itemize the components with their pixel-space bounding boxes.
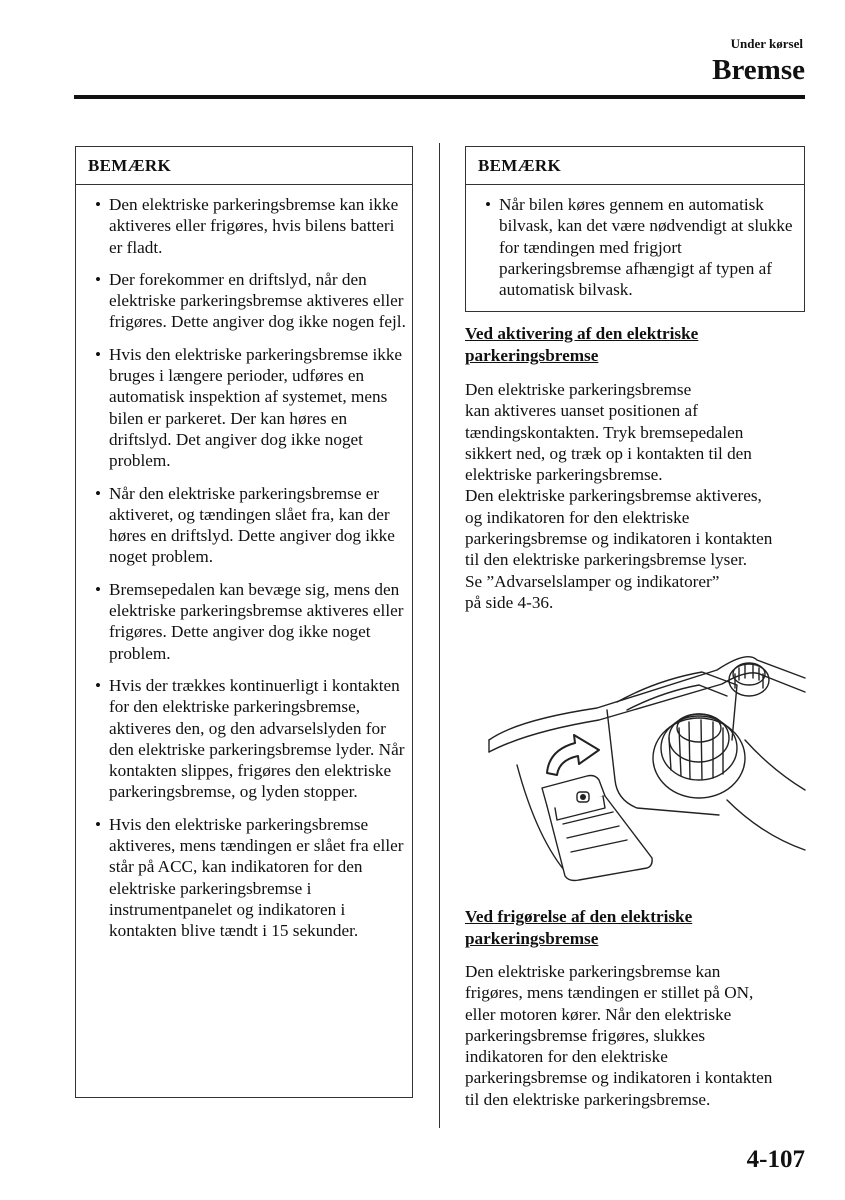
bullet-icon: • <box>95 579 102 599</box>
list-item-text: Hvis den elektriske parkeringsbremse ikke bruges i længere perioder, udføres en automatisk inspektion af systemet, mens bilen er parkeret. Der kan høres en driftslyd. Det angiver dog ikke noget problem. <box>109 344 403 471</box>
list-item <box>86 269 407 333</box>
release-paragraph <box>465 961 810 1110</box>
heading-line: Ved aktivering af den elektriske <box>465 324 699 343</box>
text-line: Den elektriske parkeringsbremse kan <box>465 962 721 981</box>
list-item-text: Når den elektriske parkeringsbremse er aktiveret, og tændingen slået fra, kan der høres en driftslyd. Dette angiver dog ikke noget problem. <box>109 483 395 567</box>
list-item <box>86 675 407 803</box>
heading-line: parkeringsbremse <box>465 929 599 948</box>
activate-heading <box>465 323 698 367</box>
text-line: parkeringsbremse frigøres, slukkes <box>465 1025 706 1045</box>
list-item-text: Hvis der trækkes kontinuerligt i kontakten for den elektriske parkeringsbremse, aktiveres den, og den advarselslyden for den elektriske parkeringsbremse lyder. Når kontakten slippes, frigøres den elektriske parkeringsbremse, og lyden stopper. <box>109 675 405 802</box>
list-item-text: Den elektriske parkeringsbremse kan ikke aktiveres eller frigøres, hvis bilens batteri er fladt. <box>109 195 399 257</box>
text-line: Den elektriske parkeringsbremse aktiveres, <box>465 486 762 506</box>
list-item <box>476 194 799 300</box>
heading-line: parkeringsbremse <box>465 346 599 365</box>
right-note-box <box>465 146 805 312</box>
text-line: parkeringsbremse og indikatoren i kontakten <box>465 529 773 549</box>
bullet-icon: • <box>95 675 102 695</box>
text-line: indikatoren for den elektriske <box>465 1047 668 1067</box>
bullet-icon: • <box>95 269 102 289</box>
left-note-box <box>75 146 413 1098</box>
text-line: eller motoren kører. Når den elektriske <box>465 1004 732 1024</box>
text-line: og indikatoren for den elektriske <box>465 507 690 527</box>
column-divider <box>439 143 440 1128</box>
release-heading <box>465 906 692 950</box>
text-line: til den elektriske parkeringsbremse. <box>465 1089 711 1109</box>
bullet-icon: • <box>95 195 102 214</box>
bullet-icon: • <box>95 344 102 364</box>
note-heading: BEMÆRK <box>76 147 412 185</box>
list-item-text: Der forekommer en driftslyd, når den elektriske parkeringsbremse aktiveres eller frigøres. Dette angiver dog ikke nogen fejl. <box>109 269 406 332</box>
text-line: sikkert ned, og træk op i kontakten til den <box>465 443 752 463</box>
text-line: Den elektriske parkeringsbremse <box>465 380 692 399</box>
list-item <box>86 344 407 472</box>
list-item-text: Når bilen køres gennem en automatisk bilvask, kan det være nødvendigt at slukke for tændingen med frigjort parkeringsbremse afhængigt af typen af automatisk bilvask. <box>499 195 793 300</box>
list-item <box>86 194 407 258</box>
list-item <box>86 579 407 664</box>
text-line: tændingskontakten. Tryk bremsepedalen <box>465 422 744 442</box>
note-heading: BEMÆRK <box>466 147 804 185</box>
activate-paragraph <box>465 379 810 613</box>
list-item <box>86 483 407 568</box>
text-line: kan aktiveres uanset positionen af <box>465 401 698 421</box>
right-note-list <box>466 185 804 300</box>
text-line: frigøres, mens tændingen er stillet på ON, <box>465 983 754 1003</box>
page-number: 4-107 <box>746 1146 805 1173</box>
left-note-list <box>76 185 412 942</box>
list-item <box>86 814 407 942</box>
section-label: Under kørsel <box>730 36 803 51</box>
text-line: til den elektriske parkeringsbremse lyser. <box>465 550 748 570</box>
heading-line: Ved frigørelse af den elektriske <box>465 907 693 926</box>
parking-brake-switch-illustration <box>487 640 807 885</box>
page-title: Bremse <box>712 54 805 86</box>
text-line: Se ”Advarselslamper og indikatorer” <box>465 571 720 591</box>
text-line: elektriske parkeringsbremse. <box>465 465 663 485</box>
bullet-icon: • <box>485 195 492 214</box>
list-item-text: Bremsepedalen kan bevæge sig, mens den elektriske parkeringsbremse aktiveres eller frigøres. Dette angiver dog ikke noget problem. <box>109 579 404 663</box>
text-line: parkeringsbremse og indikatoren i kontakten <box>465 1068 773 1088</box>
list-item-text: Hvis den elektriske parkeringsbremse aktiveres, mens tændingen er slået fra eller står på ACC, kan indikatoren for den elektriske parkeringsbremse i instrumentpanelet og indikatoren i kontakten blive tændt i 15 sekunder. <box>109 814 404 941</box>
bullet-icon: • <box>95 483 102 503</box>
text-line: på side 4-36. <box>465 592 554 612</box>
header-rule <box>74 95 805 99</box>
bullet-icon: • <box>95 814 102 834</box>
